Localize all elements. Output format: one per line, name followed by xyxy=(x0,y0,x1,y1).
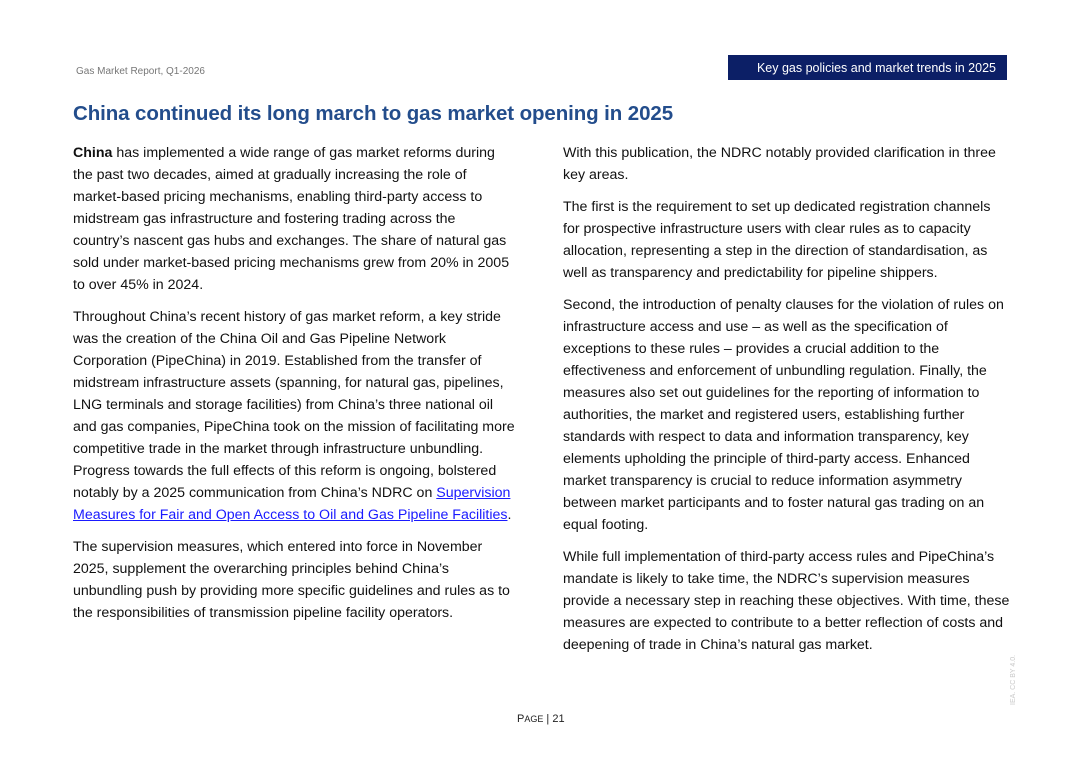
bold-term: China xyxy=(73,145,113,161)
paragraph xyxy=(73,306,515,526)
paragraph: The first is the requirement to set up dedicated registration channels for prospective infrastructure users with clear rules as to capacity allocation, representing a step in the direction of standardisation, as well as transparency and predictability for pipeline shippers. xyxy=(563,199,991,281)
paragraph: Second, the introduction of penalty clauses for the violation of rules on infrastructure access and use – as well as the specification of exceptions to these rules – provides a crucial addition to the effectiveness and enforcement of unbundling regulation. Finally, the measures also set out guidelines for the reporting of information to authorities, the market and registered users, establishing further standards with respect to data and information transparency, key elements upholding the principle of third-party access. Enhanced market transparency is crucial to reduce information asymmetry between market participants and to foster natural gas trading on an equal footing. xyxy=(563,297,1004,533)
paragraph: The supervision measures, which entered into force in November 2025, supplement the overarching principles behind China’s unbundling push by providing more specific guidelines and rules as to the responsibilities of transmission pipeline facility operators. xyxy=(73,539,510,621)
paragraph: With this publication, the NDRC notably provided clarification in three key areas. xyxy=(563,145,996,183)
license-credit: IEA. CC BY 4.0. xyxy=(1010,654,1017,705)
page-label-initial: P xyxy=(517,713,525,725)
section-tag xyxy=(728,55,1007,80)
running-title: Gas Market Report, Q1-2026 xyxy=(76,66,205,77)
paragraph xyxy=(73,142,515,296)
right-column xyxy=(563,142,1010,666)
paragraph-text: has implemented a wide range of gas market reforms during the past two decades, aimed at gradually increasing the role of market-based pricing mechanisms, enabling third-party access to midstream gas infrastructure and fostering trading across the country’s nascent gas hubs and exchanges. The share of natural gas sold under market-based pricing mechanisms grew from 20% in 2005 to over 45% in 2024. xyxy=(73,145,510,293)
supervision-measures-link[interactable]: Supervision Measures for Fair and Open Access to Oil and Gas Pipeline Facilities xyxy=(73,485,511,523)
page-number-value: | 21 xyxy=(543,713,565,725)
page-number xyxy=(517,713,565,725)
section-tag-label: Key gas policies and market trends in 2025 xyxy=(756,60,996,75)
left-column xyxy=(73,142,515,634)
page-label-rest: AGE xyxy=(524,714,544,724)
page-title: China continued its long march to gas market opening in 2025 xyxy=(73,102,673,125)
paragraph-text: Throughout China’s recent history of gas market reform, a key stride was the creation of the China Oil and Gas Pipeline Network Corporation (PipeChina) in 2019. Established from the transfer of midstream infrastructure assets (spanning, for natural gas, pipelines, LNG terminals and storage facilities) from China’s three national oil and gas companies, PipeChina took on the mission of facilitating more competitive trade in the market through infrastructure unbundling. Progress towards the full effects of this reform is ongoing, bolstered notably by a 2025 communication from China’s NDRC on xyxy=(73,309,515,501)
paragraph: While full implementation of third-party access rules and PipeChina’s mandate is likely to take time, the NDRC’s supervision measures provide a necessary step in reaching these objectives. With time, these measures are expected to contribute to a better reflection of costs and deepening of trade in China’s natural gas market. xyxy=(563,549,1010,653)
paragraph-text: . xyxy=(507,507,512,523)
